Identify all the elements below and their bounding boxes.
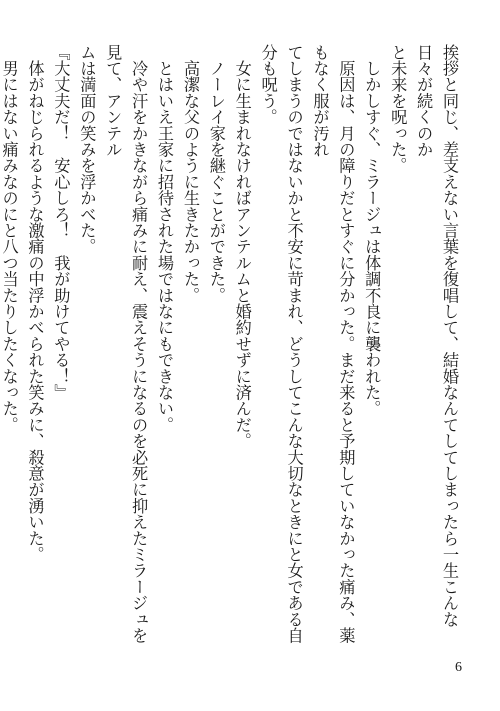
text-line: ノーレイ家を継ぐことができた。 bbox=[206, 44, 226, 304]
text-line: 男にはない痛みなのにと八つ当たりしたくなった。 bbox=[0, 44, 19, 433]
text-line: 体がねじられるような激痛の中浮かべられた笑みに、殺意が湧いた。 bbox=[25, 44, 45, 563]
text-line: 『大丈夫だ！ 安心しろ！ 我が助けてやる！』 bbox=[51, 44, 71, 401]
text-line: しかしすぐ、ミラージュは体調不良に襲われた。 bbox=[362, 44, 382, 417]
text-line: とはいえ王家に招待された場ではなにもできない。 bbox=[155, 44, 175, 433]
text-line: と未来を呪った。 bbox=[388, 44, 408, 174]
text-line: 原因は、月の障りだとすぐに分かった。まだ来ると予期していなかった痛み、薬もなく服が汚れ bbox=[310, 44, 356, 644]
text-line: 挨拶と同じ、差支えない言葉を復唱して、結婚なんてしてしまったら一生こんな日々が続くのか bbox=[414, 44, 459, 628]
text-line: 女に生まれなければアンテルムと婚約せずに済んだ。 bbox=[232, 44, 252, 449]
text-line: 冷や汗をかきながら痛みに耐え、震えそうになるのを必死に抑えたミラージュを見て、アンテル bbox=[103, 44, 149, 644]
text-line: 高潔な父のように生きたかった。 bbox=[180, 44, 200, 304]
vertical-text-block bbox=[0, 44, 462, 654]
page-number: 6 bbox=[455, 660, 462, 675]
text-line: ムは満面の笑みを浮かべた。 bbox=[77, 44, 97, 255]
text-line: てしまうのではないかと不安に苛まれ、どうしてこんな大切なときにと女である自分も呪う。 bbox=[258, 44, 304, 644]
